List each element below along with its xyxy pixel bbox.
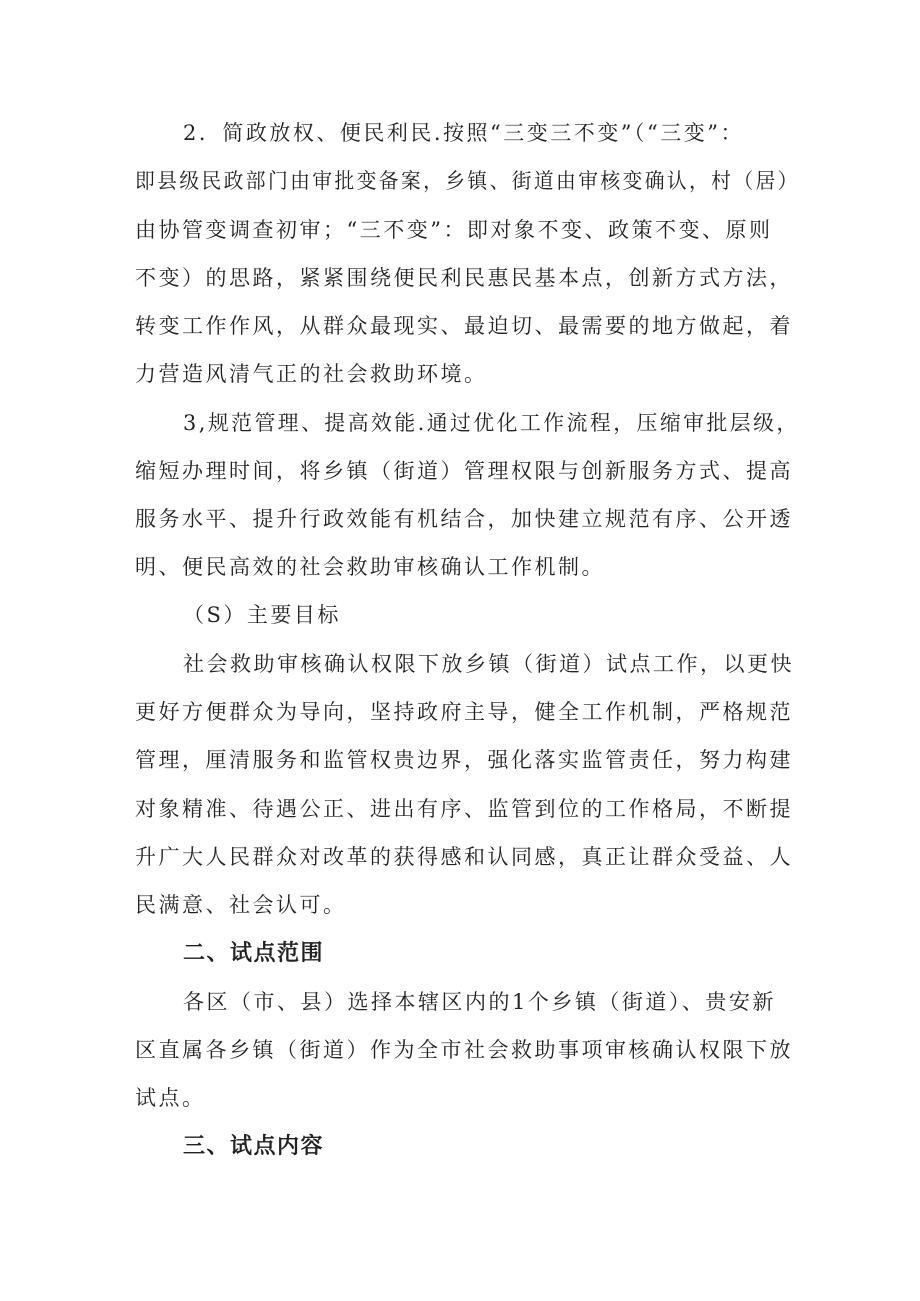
section-heading-scope: 二、试点范围 <box>183 941 325 966</box>
text-line: 3,规范管理、提高效能.通过优化工作流程，压缩审批层级， <box>183 411 800 435</box>
text-line: 服务水平、提升行政效能有机结合，加快建立规范有序、公开透 <box>135 507 793 531</box>
text-line: 转变工作作风，从群众最现实、最迫切、最需要的地方做起，着 <box>135 314 793 338</box>
text-line: 管理，厘清服务和监管权贵边界，强化落实监管责任，努力构建 <box>135 748 793 772</box>
section-heading-content: 三、试点内容 <box>183 1134 325 1159</box>
text-line: 更好方便群众为导向，坚持政府主导，健全工作机制，严格规范 <box>135 700 793 724</box>
text-line: 不变）的思路，紧紧围绕便民利民惠民基本点，创新方式方法， <box>135 266 793 290</box>
text-line: 缩短办理时间，将乡镇（街道）管理权限与创新服务方式、提高 <box>135 459 793 483</box>
text-line: 由协管变调查初审；“三不变”：即对象不变、政策不变、原则 <box>135 218 773 242</box>
text-line: 升广大人民群众对改革的获得感和认同感，真正让群众受益、人 <box>135 845 793 869</box>
text-line: 民满意、社会认可。 <box>135 893 347 917</box>
text-line: 即县级民政部门由审批变备案，乡镇、街道由审核变确认，村（居） <box>135 169 800 193</box>
section-subheading: （S）主要目标 <box>183 603 341 627</box>
text-line: 各区（市、县）选择本辖区内的1个乡镇（街道）、贵安新 <box>183 990 776 1014</box>
text-line: 力营造风清气正的社会救助环境。 <box>135 362 488 386</box>
text-line: 对象精准、待遇公正、进出有序、监管到位的工作格局，不断提 <box>135 797 793 821</box>
text-line: 明、便民高效的社会救助审核确认工作机制。 <box>135 555 605 579</box>
text-line: 试点。 <box>135 1086 206 1110</box>
text-line: 社会救助审核确认权限下放乡镇（街道）试点工作，以更快 <box>183 652 794 676</box>
text-line: 区直属各乡镇（街道）作为全市社会救助事项审核确认权限下放 <box>135 1038 793 1062</box>
text-line: 2．简政放权、便民利民.按照“三变三不变”（“三变”： <box>183 121 744 145</box>
